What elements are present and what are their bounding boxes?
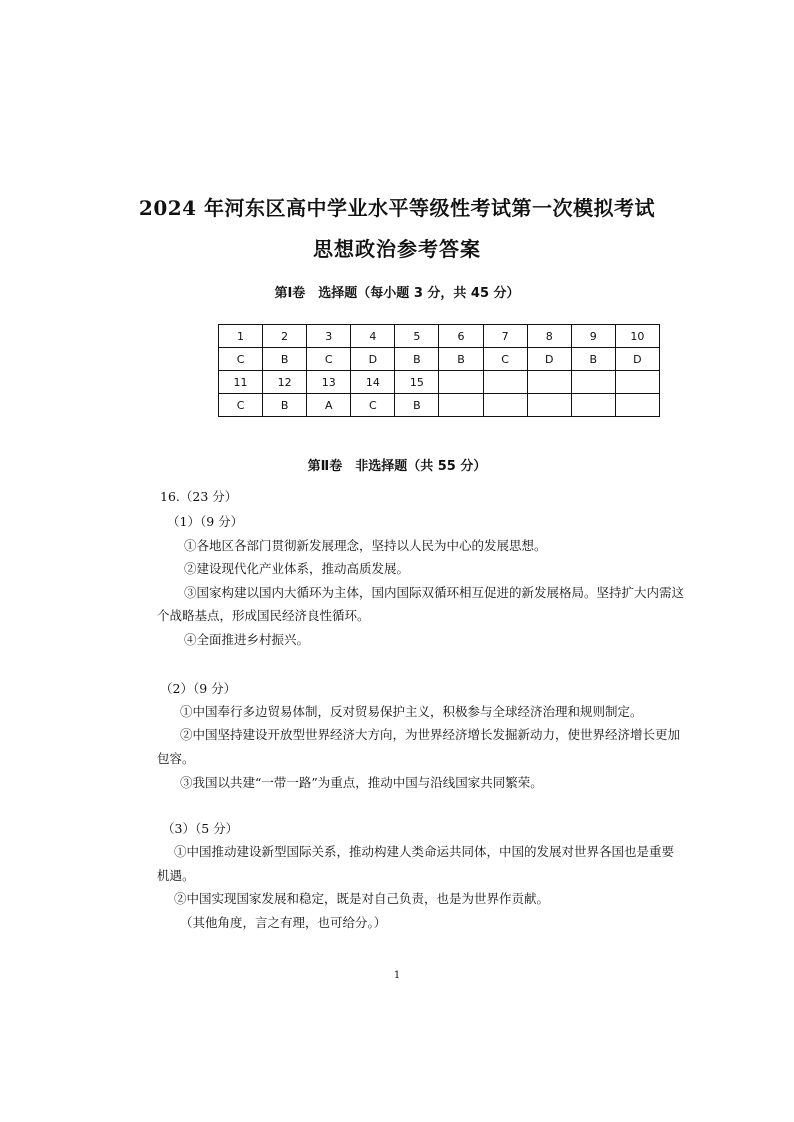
answer-cell: B: [439, 348, 483, 371]
question-number-cell: [483, 371, 527, 394]
question-number-cell: 15: [395, 371, 439, 394]
part2-heading: 第Ⅱ卷 非选择题（共 55 分）: [307, 459, 487, 474]
sub2-item: 包容。: [157, 751, 195, 766]
sub2-item: ①中国奉行多边贸易体制，反对贸易保护主义，积极参与全球经济治理和规则制定。: [180, 704, 643, 719]
question-number-cell: 12: [263, 371, 307, 394]
answer-cell: [439, 394, 483, 417]
question-number-cell: 3: [307, 325, 351, 348]
sub1-item: ④全面推进乡村振兴。: [184, 632, 310, 647]
answer-cell: B: [571, 348, 615, 371]
question-number-row: [219, 325, 660, 348]
sub3-item: （其他角度，言之有理，也可给分。）: [180, 915, 387, 930]
question-number-cell: 9: [571, 325, 615, 348]
question-number-row: [219, 371, 660, 394]
answer-cell: C: [483, 348, 527, 371]
question-number-cell: 2: [263, 325, 307, 348]
sub3-item: ①中国推动建设新型国际关系，推动构建人类命运共同体，中国的发展对世界各国也是重要: [174, 844, 675, 859]
question-number-cell: 10: [615, 325, 659, 348]
sub3-item: 机遇。: [157, 868, 195, 883]
sub3-item: ②中国实现国家发展和稳定，既是对自己负责，也是为世界作贡献。: [174, 891, 550, 906]
sub1-item: ②建设现代化产业体系，推动高质发展。: [184, 561, 410, 576]
sub1-label: （1）（9 分）: [167, 514, 244, 529]
sub2-item: ③我国以共建“一带一路”为重点，推动中国与沿线国家共同繁荣。: [180, 775, 543, 790]
sub2-item: ②中国坚持建设开放型世界经济大方向，为世界经济增长发掘新动力，使世界经济增长更加: [180, 727, 681, 742]
question-number-cell: [615, 371, 659, 394]
question-number-cell: 7: [483, 325, 527, 348]
question-number-cell: 11: [219, 371, 263, 394]
question-number-cell: 4: [351, 325, 395, 348]
answer-cell: D: [351, 348, 395, 371]
question-number-cell: [571, 371, 615, 394]
answer-cell: B: [263, 394, 307, 417]
answer-cell: C: [307, 348, 351, 371]
part1-heading: 第Ⅰ卷 选择题（每小题 3 分，共 45 分）: [274, 286, 520, 301]
sub1-item: 个战略基点，形成国民经济良性循环。: [157, 608, 370, 623]
question-number-cell: 8: [527, 325, 571, 348]
answer-cell: C: [351, 394, 395, 417]
answer-cell: [571, 394, 615, 417]
answer-cell: D: [615, 348, 659, 371]
answer-table: [218, 324, 660, 417]
question-number-cell: 6: [439, 325, 483, 348]
sub3-label: （3）（5 分）: [162, 821, 239, 836]
answer-cell: D: [527, 348, 571, 371]
answer-cell: [615, 394, 659, 417]
question-16-label: 16.（23 分）: [160, 489, 238, 504]
answer-cell: B: [395, 348, 439, 371]
question-number-cell: [439, 371, 483, 394]
answer-cell: [527, 394, 571, 417]
answer-cell: A: [307, 394, 351, 417]
answer-cell: [483, 394, 527, 417]
question-number-cell: [527, 371, 571, 394]
sub1-item: ③国家构建以国内大循环为主体，国内国际双循环相互促进的新发展格局。坚持扩大内需这: [184, 585, 685, 600]
sub1-item: ①各地区各部门贯彻新发展理念，坚持以人民为中心的发展思想。: [184, 538, 547, 553]
answer-cell: C: [219, 348, 263, 371]
answer-row: [219, 394, 660, 417]
answer-cell: B: [395, 394, 439, 417]
answer-cell: C: [219, 394, 263, 417]
page-number: 1: [393, 970, 401, 981]
question-number-cell: 13: [307, 371, 351, 394]
question-number-cell: 5: [395, 325, 439, 348]
question-number-cell: 1: [219, 325, 263, 348]
sub2-label: （2）（9 分）: [160, 681, 237, 696]
page-subtitle: 思想政治参考答案: [313, 237, 481, 261]
answer-row: [219, 348, 660, 371]
question-number-cell: 14: [351, 371, 395, 394]
page-title: 2024 年河东区高中学业水平等级性考试第一次模拟考试: [138, 196, 656, 220]
answer-cell: B: [263, 348, 307, 371]
